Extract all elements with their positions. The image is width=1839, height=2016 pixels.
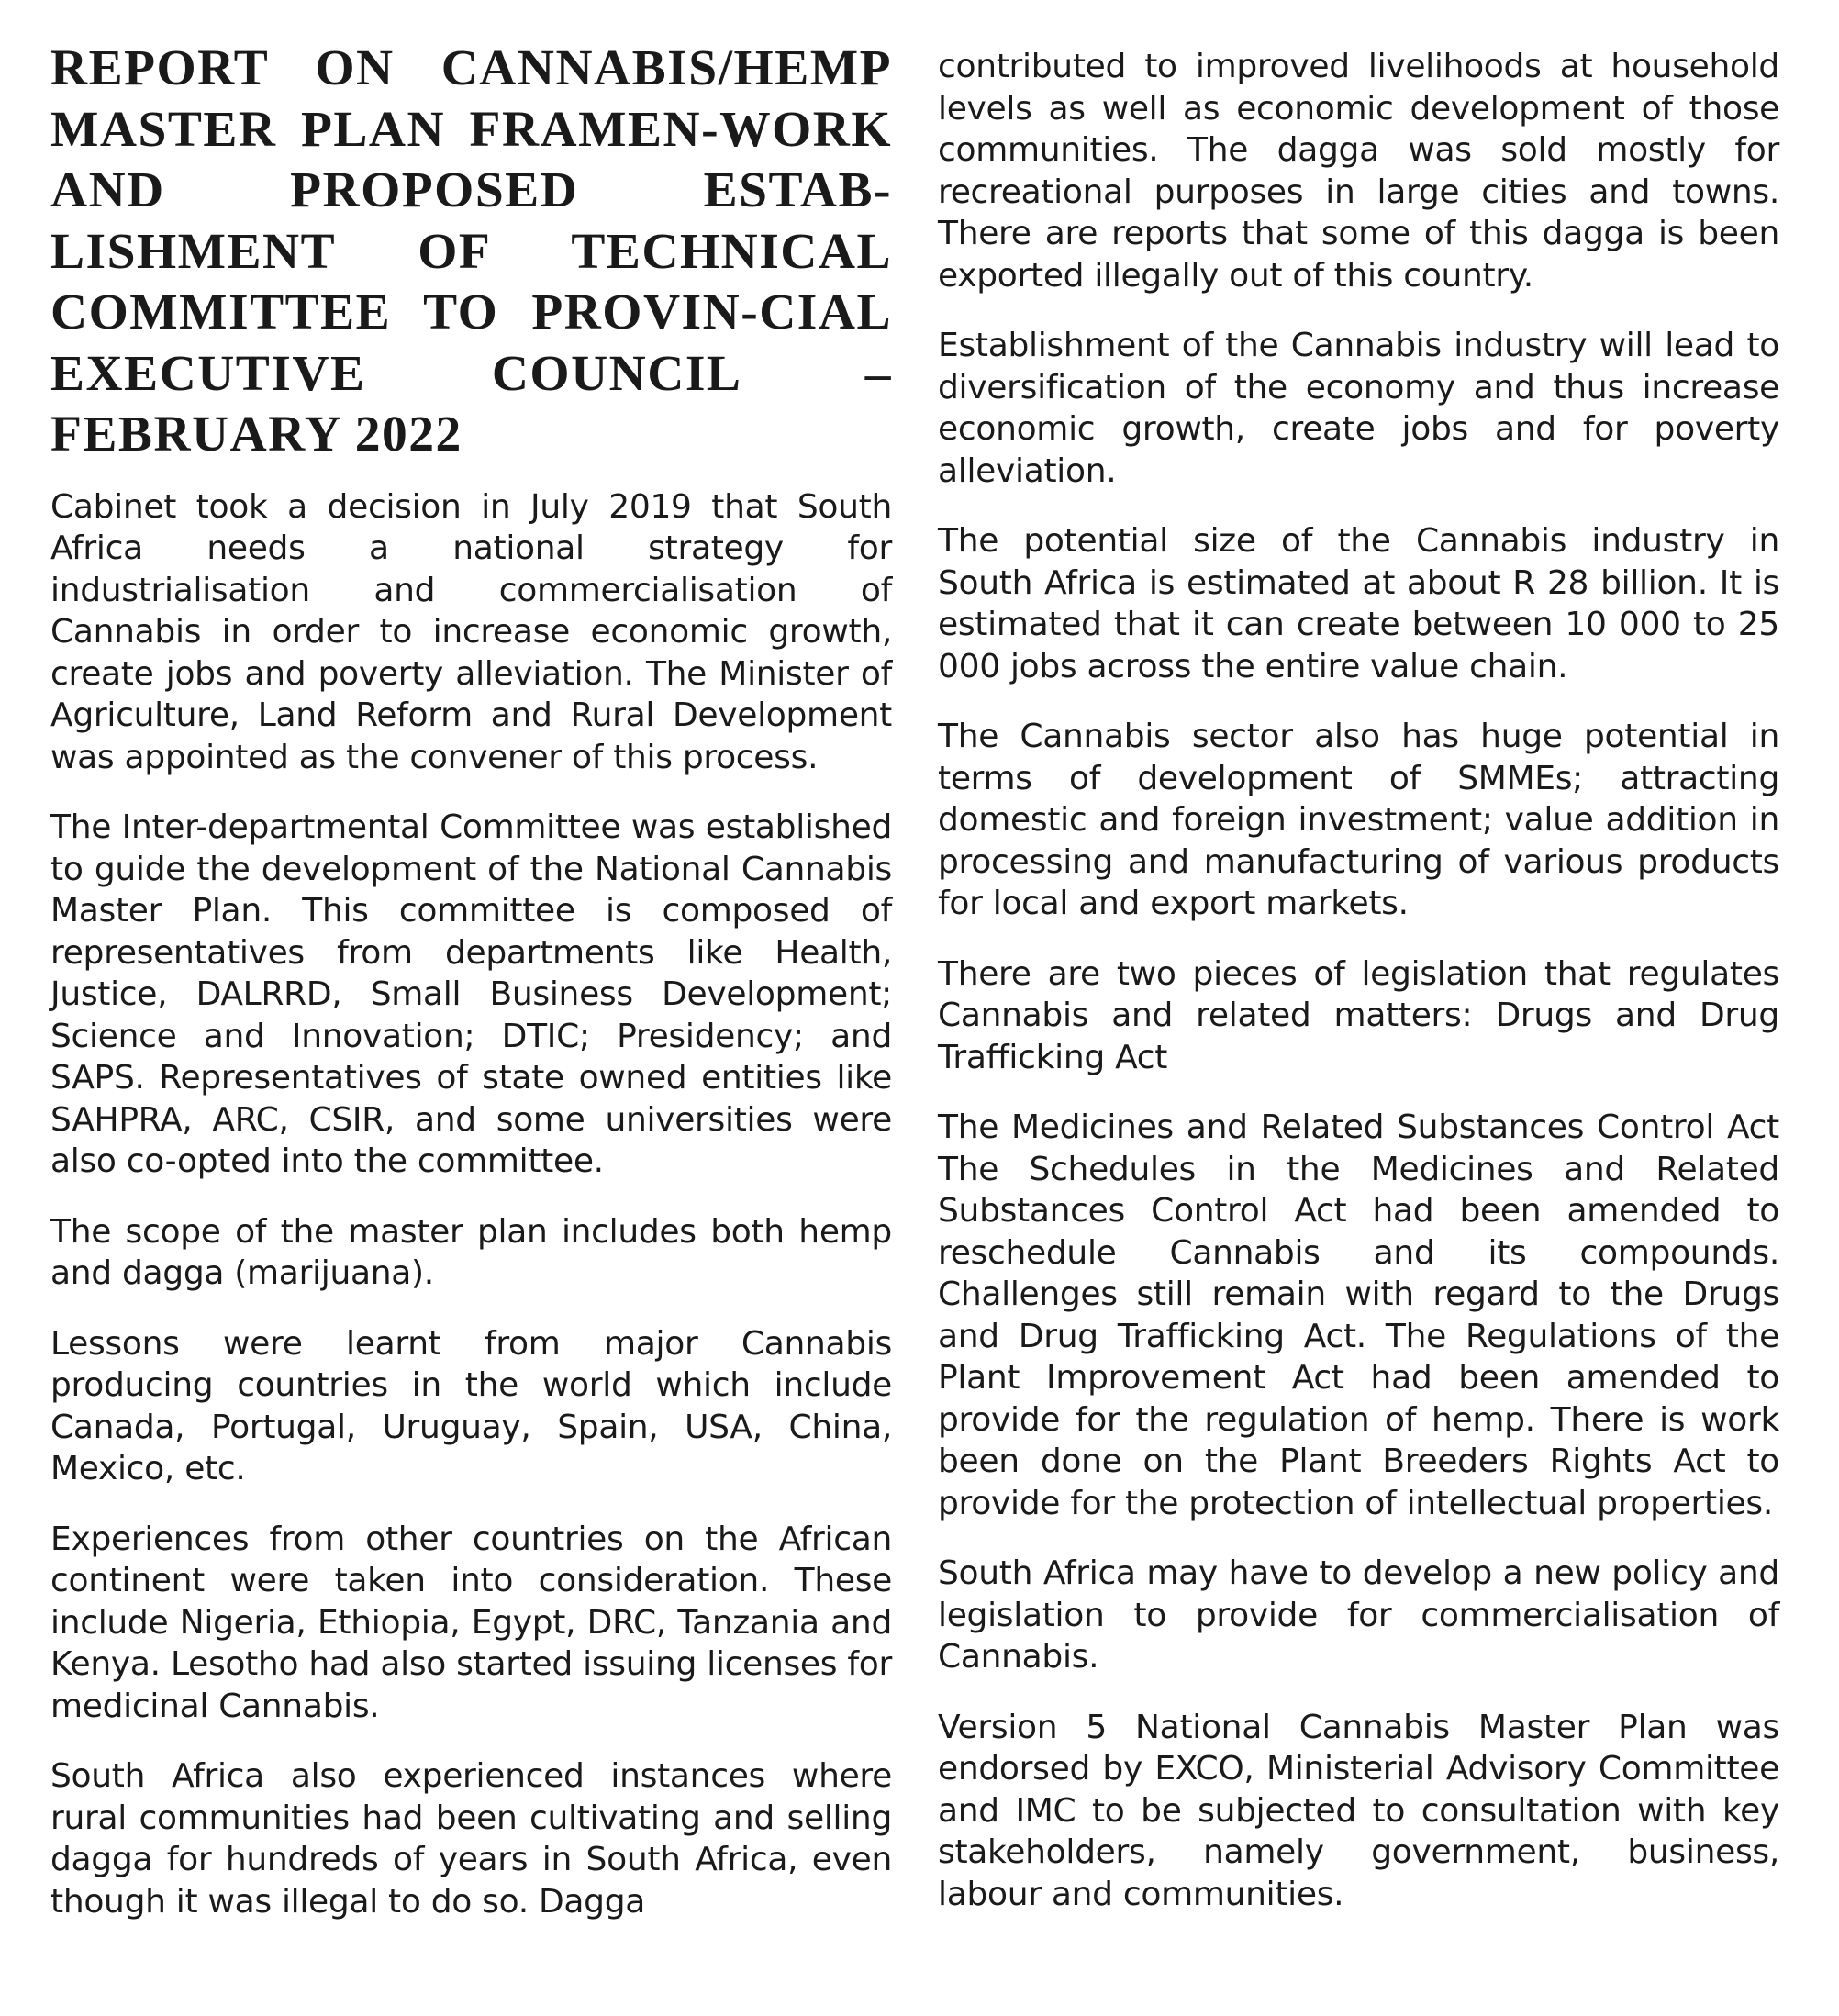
paragraph-version-5: Version 5 National Cannabis Master Plan was endorsed by EXCO, Ministerial Advisory Committee and IMC to be subjected to consultation with key stakeholders, namely government, business, labour and communities. [938, 1708, 1779, 1913]
paragraph-medicines-act: The Medicines and Related Substances Control Act The Schedules in the Medicines and Related Substances Control Act had been amended to reschedule Cannabis and its compounds. Challenges still remain with regard to the Drugs and Drug Trafficking Act. The Regulations of the Plant Improvement Act had been amended to provide for the regulation of hemp. There is work been done on the Plant Breeders Rights Act to provide for the protection of intellectual properties. [938, 1108, 1779, 1522]
paragraph-rural-communities: South Africa also experienced instances where rural communities had been cultivating and selling dagga for hundreds of years in South Africa, even though it was illegal to do so. Dagga [50, 1757, 892, 1921]
left-column [50, 39, 892, 1951]
paragraph-african-experiences: Experiences from other countries on the African continent were taken into consideration. These include Nigeria, Ethiopia, Egypt, DRC, Tanzania and Kenya. Lesotho had also started issuing licenses for medicinal Cannabis. [50, 1520, 892, 1725]
paragraph-legislation: There are two pieces of legislation that regulates Cannabis and related matters: Drugs and Drug Trafficking Act [938, 954, 1779, 1076]
paragraph-smmes: The Cannabis sector also has huge potential in terms of development of SMMEs; attracting domestic and foreign investment; value addition in processing and manufacturing of various products for local and export markets. [938, 718, 1779, 922]
paragraph-cabinet-decision: Cabinet took a decision in July 2019 that South Africa needs a national strategy for industrialisation and commercialisation of Cannabis in order to increase economic growth, create jobs and poverty alleviation. The Minister of Agriculture, Land Reform and Rural Development was appointed as the convener of this process. [50, 487, 892, 776]
paragraph-lessons: Lessons were learnt from major Cannabis producing countries in the world which include Canada, Portugal, Uruguay, Spain, USA, China, Mexico, etc. [50, 1324, 892, 1487]
paragraph-diversification: Establishment of the Cannabis industry will lead to diversification of the economy and thus increase economic growth, create jobs and for poverty alleviation. [938, 327, 1779, 490]
paragraph-scope: The scope of the master plan includes both hemp and dagga (marijuana). [50, 1212, 892, 1292]
paragraph-new-policy: South Africa may have to develop a new policy and legislation to provide for commercialisation of Cannabis. [938, 1554, 1779, 1676]
right-column [938, 46, 1779, 1944]
paragraph-inter-departmental-committee: The Inter-departmental Committee was established to guide the development of the National Cannabis Master Plan. This committee is composed of representatives from departments like Health, Justice, DALRRD, Small Business Development; Science and Innovation; DTIC; Presidency; and SAPS. Representatives of state owned entities like SAHPRA, ARC, CSIR, and some universities were also co-opted into the committee. [50, 808, 892, 1180]
paragraph-livelihoods-continued: contributed to improved livelihoods at household levels as well as economic development of those communities. The dagga was sold mostly for recreational purposes in large cities and towns. There are reports that some of this dagga is been exported illegally out of this country. [938, 48, 1779, 295]
paragraph-potential-size: The potential size of the Cannabis industry in South Africa is estimated at about R 28 billion. It is estimated that it can create between 10 000 to 25 000 jobs across the entire value chain. [938, 522, 1779, 685]
report-title: REPORT ON CANNABIS/HEMP MASTER PLAN FRAMEN-WORK AND PROPOSED ESTAB-LISHMENT OF TECHNICAL COMMITTEE TO PROVIN-CIAL EXECUTIVE COUNCIL – FEBRUARY 2022 [50, 40, 892, 462]
